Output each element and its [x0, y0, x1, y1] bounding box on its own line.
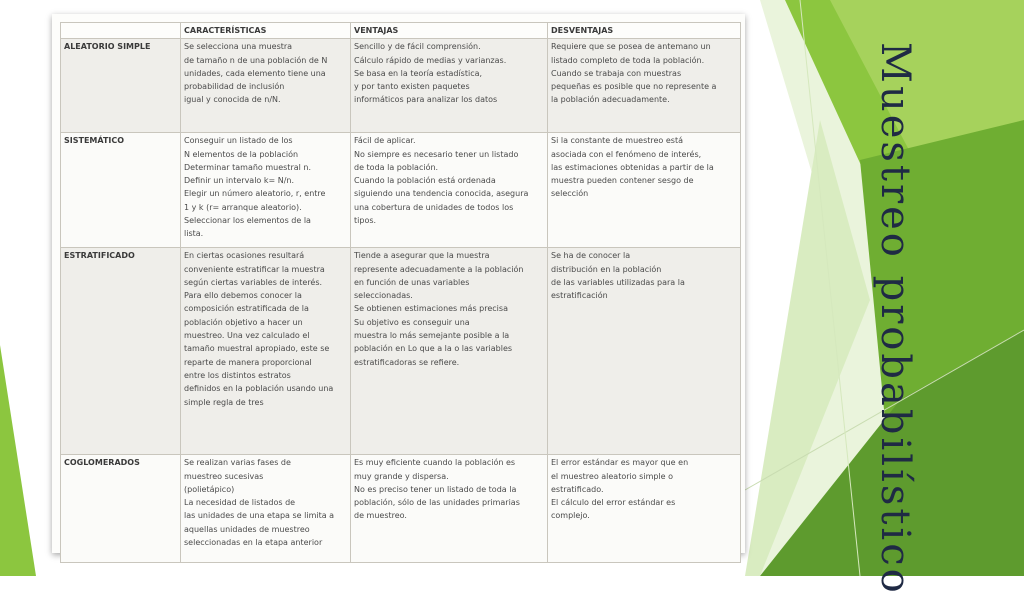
cell-text-line: las unidades de una etapa se limita a — [184, 511, 335, 521]
cell-text-line: muestra pueden contener sesgo de — [551, 176, 694, 186]
cell-text-line: El error estándar es mayor que en — [551, 458, 689, 468]
row-method-name: ALEATORIO SIMPLE — [61, 39, 181, 133]
cell-ventajas — [351, 133, 548, 248]
cell-text-line: muy grande y dispersa. — [354, 471, 449, 481]
cell-text-line: una cobertura de unidades de todos los — [354, 202, 514, 212]
cell-text-line: informáticos para analizar los datos — [354, 95, 498, 105]
cell-text-line: composición estratificada de la — [184, 304, 309, 314]
header-empty — [61, 23, 181, 39]
sampling-comparison-table — [60, 22, 741, 563]
cell-text-line: Se realizan varias fases de — [184, 458, 291, 468]
left-green-sliver — [0, 345, 36, 576]
cell-text-line: listado completo de toda la población. — [551, 55, 705, 65]
cell-text-line: de toda la población. — [354, 162, 439, 172]
header-row — [61, 23, 741, 39]
cell-text-line: y por tanto existen paquetes — [354, 82, 470, 92]
cell-text-line: probabilidad de inclusión — [184, 82, 285, 92]
cell-text-line: tipos. — [354, 216, 377, 226]
cell-text-line: entre los distintos estratos — [184, 370, 291, 380]
cell-text-line: Se obtienen estimaciones más precisa — [354, 304, 508, 314]
table-row — [61, 248, 741, 455]
cell-text-line: conveniente estratificar la muestra — [184, 264, 325, 274]
cell-text-line: de muestreo. — [354, 511, 407, 521]
cell-caracteristicas — [181, 133, 351, 248]
cell-text-line: Tiende a asegurar que la muestra — [354, 251, 490, 261]
cell-desventajas — [548, 455, 741, 563]
cell-text-line: igual y conocida de n/N. — [184, 95, 281, 105]
cell-text-line: Cuando la población está ordenada — [354, 176, 496, 186]
cell-text-line: asociada con el fenómeno de interés, — [551, 149, 702, 159]
cell-text-line: seleccionadas. — [354, 291, 413, 301]
cell-text-line: seleccionadas en la etapa anterior — [184, 538, 323, 548]
cell-text-line: según ciertas variables de interés. — [184, 277, 323, 287]
cell-text-line: unidades, cada elemento tiene una — [184, 68, 326, 78]
cell-text-line: Para ello debemos conocer la — [184, 291, 302, 301]
cell-caracteristicas — [181, 248, 351, 455]
cell-caracteristicas — [181, 39, 351, 133]
row-method-name: COGLOMERADOS — [61, 455, 181, 563]
cell-text-line: estratificación — [551, 291, 608, 301]
cell-text-line: Cuando se trabaja con muestras — [551, 68, 682, 78]
table-row — [61, 455, 741, 563]
table-row — [61, 39, 741, 133]
cell-text-line: población objetivo a hacer un — [184, 317, 303, 327]
slide-title: Muestreo probabilístico — [872, 42, 918, 596]
cell-text-line: No es preciso tener un listado de toda la — [354, 484, 517, 494]
cell-ventajas — [351, 248, 548, 455]
cell-text-line: la población adecuadamente. — [551, 95, 670, 105]
cell-text-line: el muestreo aleatorio simple o — [551, 471, 674, 481]
row-method-name: SISTEMÁTICO — [61, 133, 181, 248]
cell-text-line: Se ha de conocer la — [551, 251, 631, 261]
cell-desventajas — [548, 248, 741, 455]
cell-text-line: estratificadoras se refiere. — [354, 357, 460, 367]
cell-text-line: población en Lo que a la o las variables — [354, 344, 513, 354]
cell-text-line: represente adecuadamente a la población — [354, 264, 524, 274]
cell-text-line: Requiere que se posea de antemano un — [551, 42, 711, 52]
cell-text-line: Conseguir un listado de los — [184, 136, 293, 146]
cell-text-line: N elementos de la población — [184, 149, 299, 159]
cell-text-line: La necesidad de listados de — [184, 498, 296, 508]
table-row — [61, 133, 741, 248]
cell-text-line: No siempre es necesario tener un listado — [354, 149, 519, 159]
cell-desventajas — [548, 133, 741, 248]
cell-text-line: Es muy eficiente cuando la población es — [354, 458, 516, 468]
cell-text-line: muestra lo más semejante posible a la — [354, 331, 510, 341]
cell-text-line: las estimaciones obtenidas a partir de la — [551, 162, 714, 172]
cell-text-line: lista. — [184, 229, 204, 239]
header-caracteristicas: CARACTERÍSTICAS — [181, 23, 351, 39]
cell-text-line: Determinar tamaño muestral n. — [184, 162, 312, 172]
cell-text-line: simple regla de tres — [184, 397, 264, 407]
row-method-name: ESTRATIFICADO — [61, 248, 181, 455]
cell-ventajas — [351, 39, 548, 133]
cell-text-line: población, sólo de las unidades primarias — [354, 498, 520, 508]
cell-text-line: reparte de manera proporcional — [184, 357, 312, 367]
cell-text-line: 1 y k (r= arranque aleatorio). — [184, 202, 302, 212]
cell-text-line: distribución en la población — [551, 264, 662, 274]
cell-text-line: El cálculo del error estándar es — [551, 498, 676, 508]
cell-text-line: En ciertas ocasiones resultará — [184, 251, 305, 261]
cell-text-line: pequeñas es posible que no represente a — [551, 82, 717, 92]
cell-text-line: Si la constante de muestreo está — [551, 136, 683, 146]
cell-text-line: Fácil de aplicar. — [354, 136, 416, 146]
cell-text-line: Su objetivo es conseguir una — [354, 317, 470, 327]
header-ventajas: VENTAJAS — [351, 23, 548, 39]
cell-text-line: en función de unas variables — [354, 277, 470, 287]
cell-text-line: Seleccionar los elementos de la — [184, 216, 311, 226]
cell-text-line: Sencillo y de fácil comprensión. — [354, 42, 481, 52]
cell-text-line: Se basa en la teoría estadística, — [354, 68, 483, 78]
cell-text-line: tamaño muestral apropiado, este se — [184, 344, 330, 354]
comparison-table-card — [52, 14, 745, 553]
cell-caracteristicas — [181, 455, 351, 563]
cell-text-line: de las variables utilizadas para la — [551, 277, 685, 287]
cell-text-line: definidos en la población usando una — [184, 384, 334, 394]
cell-text-line: de tamaño n de una población de N — [184, 55, 328, 65]
cell-ventajas — [351, 455, 548, 563]
cell-text-line: Cálculo rápido de medias y varianzas. — [354, 55, 507, 65]
cell-text-line: Elegir un número aleatorio, r, entre — [184, 189, 326, 199]
cell-text-line: complejo. — [551, 511, 590, 521]
cell-text-line: selección — [551, 189, 589, 199]
cell-text-line: muestreo sucesivas — [184, 471, 264, 481]
cell-text-line: siguiendo una tendencia conocida, asegura — [354, 189, 529, 199]
header-desventajas: DESVENTAJAS — [548, 23, 741, 39]
cell-text-line: muestreo. Una vez calculado el — [184, 331, 310, 341]
cell-text-line: Se selecciona una muestra — [184, 42, 293, 52]
cell-text-line: Definir un intervalo k= N/n. — [184, 176, 295, 186]
cell-desventajas — [548, 39, 741, 133]
cell-text-line: (polietápico) — [184, 484, 235, 494]
cell-text-line: estratificado. — [551, 484, 604, 494]
cell-text-line: aquellas unidades de muestreo — [184, 524, 310, 534]
